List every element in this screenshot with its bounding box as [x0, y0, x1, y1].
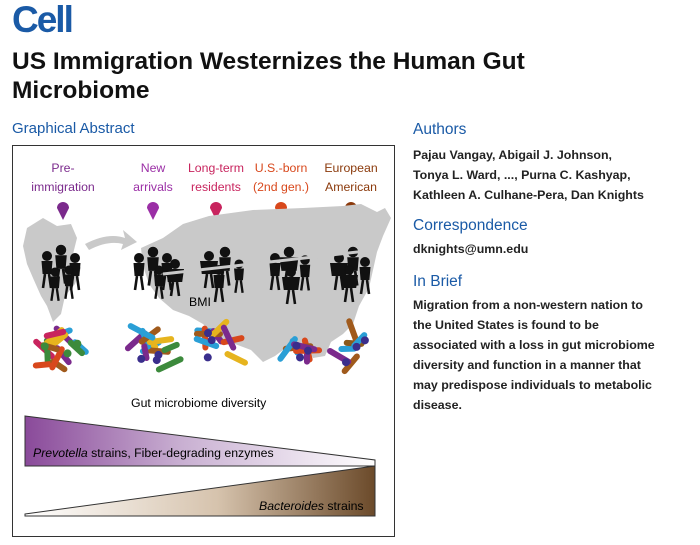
- in-brief-line: Migration from a non-western nation to: [413, 298, 643, 312]
- bacterium-icon: [342, 358, 350, 366]
- in-brief-line: may predispose individuals to metabolic: [413, 378, 652, 392]
- location-pin-icon: [147, 202, 159, 220]
- authors-heading: Authors: [413, 121, 467, 138]
- journal-logo: Cell: [12, 0, 72, 40]
- paper-title: US Immigration Westernizes the Human Gut Microbiome: [12, 48, 525, 104]
- group-label-line2: residents: [191, 180, 241, 194]
- bacterium-icon: [304, 347, 312, 355]
- in-brief-line: disease.: [413, 398, 462, 412]
- in-brief-heading: In Brief: [413, 273, 463, 290]
- group-label-line2: (2nd gen.): [252, 180, 310, 194]
- bacterium-icon: [73, 340, 81, 348]
- person-icon: [64, 266, 74, 299]
- group-label-line2: American: [325, 180, 377, 194]
- in-brief-line: the United States is found to be: [413, 318, 599, 332]
- location-pin-icon: [57, 202, 69, 220]
- author-line: Kathleen A. Culhane-Pera, Dan Knights: [413, 188, 644, 202]
- bacterium-icon: [223, 350, 249, 367]
- in-brief-line: associated with a loss in gut microbiome: [413, 338, 655, 352]
- bacterium-icon: [353, 343, 361, 351]
- bacterium-icon: [292, 342, 300, 350]
- author-line: Pajau Vangay, Abigail J. Johnson,: [413, 148, 612, 162]
- authors-list: [413, 145, 644, 205]
- bacterium-icon: [41, 342, 49, 350]
- bacterium-icon: [204, 353, 212, 361]
- group-label-line2: immigration: [31, 180, 95, 194]
- in-brief-line: diversity and function in a manner that: [413, 358, 641, 372]
- bacterium-icon: [204, 329, 212, 337]
- author-line: Tonya L. Ward, ..., Purna C. Kashyap,: [413, 168, 631, 182]
- group-label-line1: Pre-: [51, 161, 75, 175]
- bacterium-icon: [137, 355, 145, 363]
- group-label-line1: European: [324, 161, 378, 175]
- group-label-line2: arrivals: [133, 180, 173, 194]
- bacterium-icon: [64, 349, 72, 357]
- migration-arrow: [85, 230, 137, 250]
- group-label-line1: Long-term: [187, 161, 245, 175]
- bacterium-icon: [153, 356, 161, 364]
- in-brief-text: [413, 295, 655, 415]
- bacterium-icon: [296, 353, 304, 361]
- correspondence-email[interactable]: dknights@umn.edu: [413, 242, 529, 256]
- group-label-line1: New: [140, 161, 166, 175]
- graphical-abstract-figure: [12, 145, 395, 537]
- bacterium-icon: [361, 336, 369, 344]
- correspondence-heading: Correspondence: [413, 217, 528, 234]
- bacteroides-label: Bacteroides strains: [259, 499, 364, 513]
- graphical-abstract-heading: Graphical Abstract: [12, 120, 135, 137]
- person-icon: [134, 254, 145, 291]
- diversity-label: Gut microbiome diversity: [131, 396, 267, 410]
- bmi-label: BMI: [189, 295, 211, 309]
- bacterium-icon: [208, 336, 216, 344]
- group-label-line1: U.S.-born: [254, 161, 308, 175]
- prevotella-label: Prevotella strains, Fiber-degrading enzymes: [33, 446, 274, 460]
